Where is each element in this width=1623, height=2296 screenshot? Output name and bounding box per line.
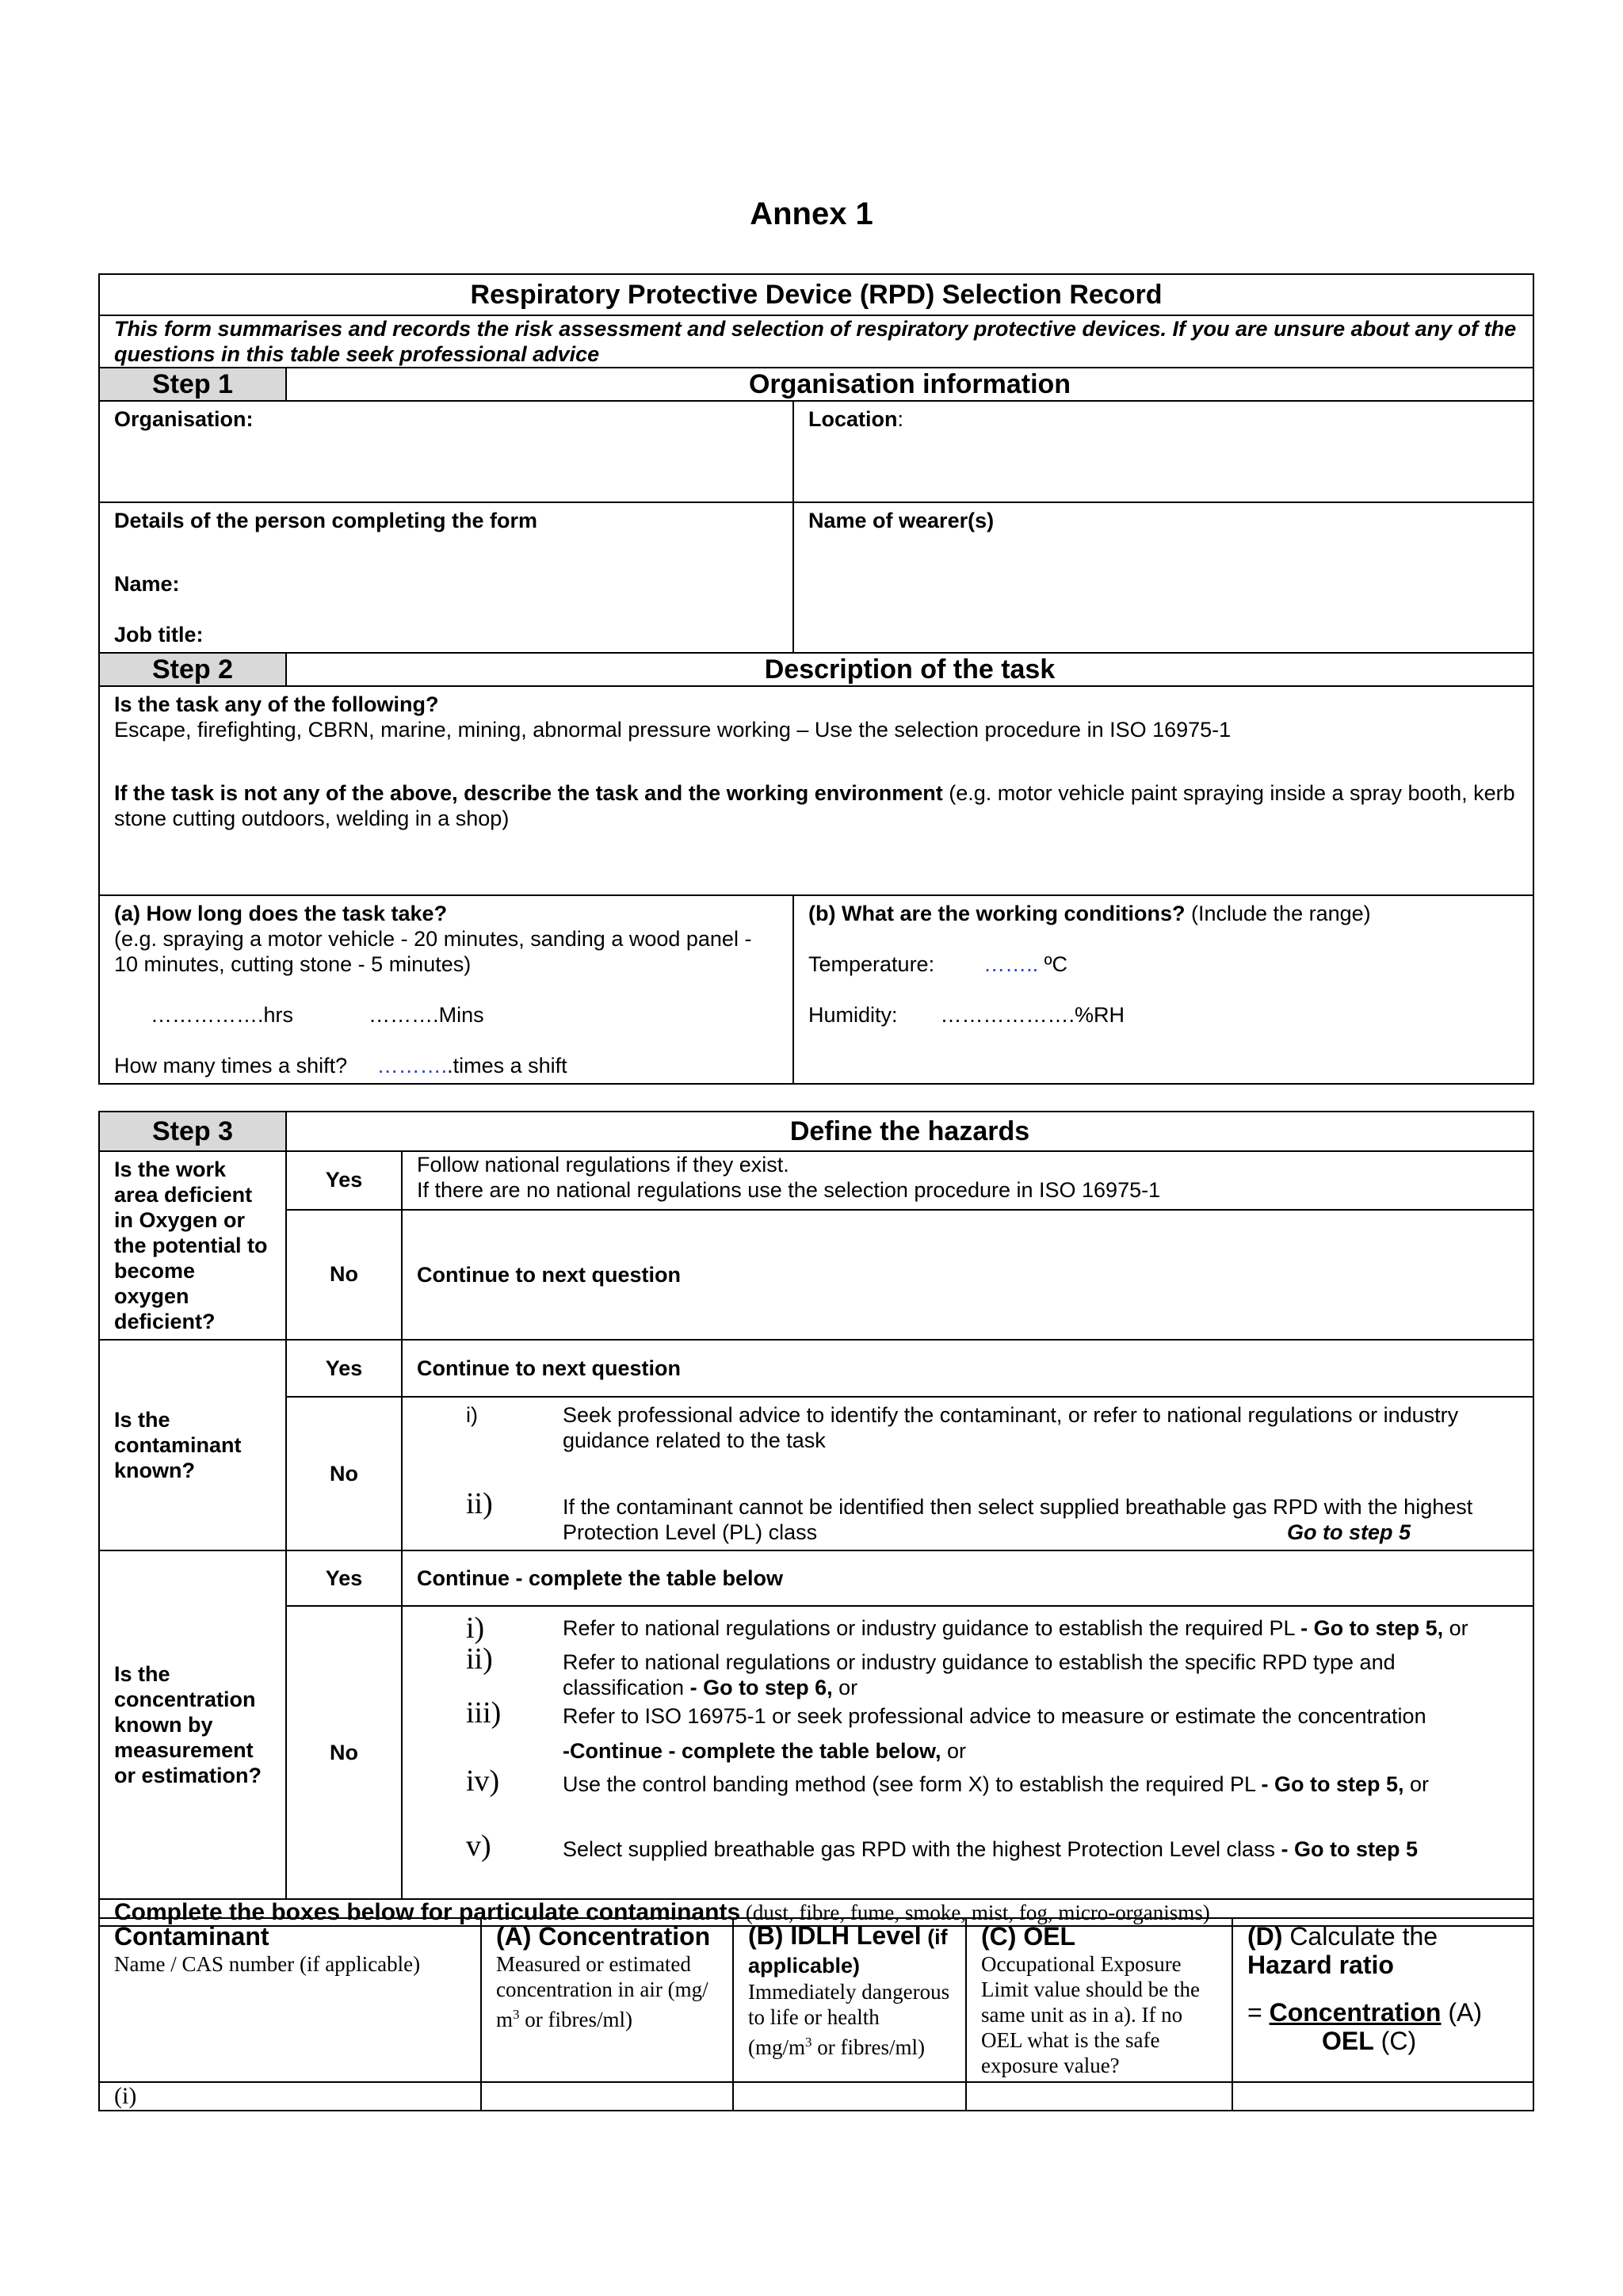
idlh-col-sub1: Immediately dangerous to life or health — [748, 1980, 950, 2029]
task-duration-example: (e.g. spraying a motor vehicle - 20 minutes, sanding a wood panel - 10 minutes, cutting stone - 5 minutes) — [114, 927, 752, 976]
contaminant-yes: Yes — [286, 1340, 402, 1397]
form-title: Respiratory Protective Device (RPD) Selection Record — [99, 274, 1533, 315]
task-duration-question: (a) How long does the task take? — [114, 902, 448, 925]
conc-no-iv-num: iv) — [466, 1764, 500, 1798]
cont-no-ii-num: ii) — [466, 1487, 493, 1520]
working-conditions-question: (b) What are the working conditions? — [808, 902, 1186, 925]
particulate-heading-examples: (dust, fibre, fume, smoke, mist, fog, micro-organisms) — [740, 1901, 1210, 1924]
cont-no-ii-goto: Go to step 5 — [1286, 1520, 1411, 1544]
row-i-idlh[interactable] — [733, 2082, 966, 2111]
concentration-no-action — [402, 1606, 1533, 1899]
humidity-dots[interactable]: ………………. — [940, 1003, 1075, 1027]
contaminant-question: Is the contaminant known? — [99, 1340, 286, 1550]
hrs-dots[interactable]: ……………. — [151, 1003, 264, 1027]
row-i-label: (i) — [114, 2083, 137, 2109]
idlh-col-if: (if applicable) — [748, 1925, 948, 1978]
conc-no-v-num: v) — [466, 1829, 491, 1863]
hazard-col-d: (D) — [1247, 1922, 1283, 1951]
cont-no-i-text: Seek professional advice to identify the contaminant, or refer to national regulations or industry guidance related to the task — [563, 1403, 1459, 1452]
humidity-unit: %RH — [1075, 1003, 1125, 1027]
hazard-col-eq: = — [1247, 1998, 1270, 2027]
conc-no-ii-text: Refer to national regulations or industry guidance to establish the specific RPD type and classification — [563, 1650, 1396, 1699]
times-shift-suffix: .times a shift — [447, 1054, 567, 1077]
organisation-field[interactable] — [99, 401, 793, 502]
mins-dots[interactable]: ………. — [369, 1003, 439, 1027]
conc-no-ii-or: or — [832, 1676, 858, 1699]
step1-title: Organisation information — [286, 368, 1533, 401]
conc-no-v-goto: - Go to step 5 — [1281, 1837, 1419, 1861]
person-completing-field[interactable] — [99, 502, 793, 653]
step2-label: Step 2 — [99, 653, 286, 686]
concentration-no: No — [286, 1606, 402, 1899]
idlh-col-header — [733, 1918, 966, 2082]
hazard-ratio-col-header — [1232, 1918, 1533, 2082]
concentration-yes-action: Continue - complete the table below — [402, 1550, 1533, 1606]
oxygen-question: Is the work area deficient in Oxygen or the potential to become oxygen deficient? — [99, 1151, 286, 1340]
oxygen-no: No — [286, 1210, 402, 1340]
job-title-label: Job title: — [114, 623, 204, 646]
conc-no-iv-or: or — [1403, 1772, 1430, 1796]
rpd-selection-form — [98, 273, 1534, 1085]
wearer-label: Name of wearer(s) — [808, 509, 995, 532]
conc-no-iii-continue: -Continue - complete the table below, — [563, 1739, 941, 1763]
hazard-col-a: (A) — [1441, 1998, 1483, 2027]
concentration-col-title: (A) Concentration — [496, 1922, 711, 1951]
organisation-label: Organisation: — [114, 407, 254, 431]
oxygen-yes-action — [402, 1151, 1533, 1210]
working-conditions-field[interactable] — [793, 895, 1533, 1084]
hazard-col-oel: OEL — [1322, 2027, 1374, 2055]
mins-label: Mins — [438, 1003, 484, 1027]
contaminant-col-title: Contaminant — [114, 1922, 269, 1951]
concentration-question: Is the concentration known by measurement or estimation? — [99, 1550, 286, 1899]
concentration-yes: Yes — [286, 1550, 402, 1606]
contaminant-no: No — [286, 1397, 402, 1550]
oel-col-title: (C) OEL — [981, 1922, 1076, 1951]
hazard-col-c: (C) — [1373, 2027, 1417, 2055]
hrs-label: hrs — [263, 1003, 294, 1027]
conc-no-i-goto: - Go to step 5, — [1300, 1616, 1444, 1640]
conc-no-iii-num: iii) — [466, 1696, 502, 1730]
idlh-col-title: (B) IDLH Level — [748, 1921, 922, 1950]
step3-table — [98, 1111, 1534, 1927]
contaminant-no-action — [402, 1397, 1533, 1550]
idlh-col-sub3: or fibres/ml) — [812, 2035, 925, 2059]
idlh-col-sub2: (mg/m — [748, 2035, 805, 2059]
describe-task-label: If the task is not any of the above, describe the task and the working environment — [114, 781, 943, 805]
oxygen-no-action: Continue to next question — [402, 1210, 1533, 1340]
row-i-hazard-ratio[interactable] — [1232, 2082, 1533, 2111]
temperature-unit: ºC — [1038, 952, 1067, 976]
conc-no-ii-num: ii) — [466, 1642, 493, 1676]
working-conditions-note: (Include the range) — [1185, 902, 1371, 925]
conc-no-i-or: or — [1443, 1616, 1468, 1640]
contaminant-col-header — [99, 1918, 481, 2082]
conc-no-iii-text: Refer to ISO 16975-1 or seek professional advice to measure or estimate the concentration — [563, 1704, 1426, 1728]
form-intro: This form summarises and records the risk assessment and selection of respiratory protective devices. If you are unsure about any of the questions in this table seek professional advice — [99, 315, 1533, 368]
particulate-heading-bold: Complete the boxes below for particulate contaminants — [114, 1899, 741, 1925]
hazard-col-title: Calculate the — [1282, 1922, 1438, 1951]
step1-label: Step 1 — [99, 368, 286, 401]
conc-no-ii-goto: - Go to step 6, — [689, 1676, 833, 1699]
conc-no-iv-goto: - Go to step 5, — [1261, 1772, 1404, 1796]
task-description-field[interactable] — [99, 686, 1533, 895]
hazard-col-concentration: Concentration — [1269, 1998, 1442, 2027]
location-colon: : — [897, 407, 904, 431]
cont-no-i-num: i) — [466, 1403, 478, 1427]
conc-no-iii-or: or — [941, 1739, 967, 1763]
concentration-col-header — [481, 1918, 733, 2082]
idlh-col-sup: 3 — [805, 2035, 812, 2050]
concentration-col-sub1: Measured or estimated concentration in air (mg/ m — [496, 1952, 708, 2031]
times-shift-label: How many times a shift? — [114, 1054, 348, 1077]
oxygen-yes-line1: Follow national regulations if they exist. — [417, 1153, 789, 1177]
location-field[interactable] — [793, 401, 1533, 502]
oel-col-sub: Occupational Exposure Limit value should be the same unit as in a). If no OEL what is the safe exposure value? — [981, 1952, 1200, 2077]
cont-no-ii-text: If the contaminant cannot be identified then select supplied breathable gas RPD with the highest Protection Level (PL) class — [563, 1495, 1473, 1544]
person-details-label: Details of the person completing the form — [114, 509, 538, 532]
name-label: Name: — [114, 572, 180, 596]
times-shift-dots[interactable]: ………. — [376, 1054, 448, 1077]
escape-line: Escape, firefighting, CBRN, marine, mining, abnormal pressure working – Use the selection procedure in ISO 16975-1 — [114, 718, 1232, 742]
describe-task-examples: (e.g. motor vehicle paint spraying inside a spray booth, kerb stone cutting outdoors, welding in a shop) — [114, 781, 1515, 830]
annex-title: Annex 1 — [750, 196, 873, 231]
step2-title: Description of the task — [286, 653, 1533, 686]
conc-no-v-text: Select supplied breathable gas RPD with the highest Protection Level class — [563, 1837, 1281, 1861]
row-i-contaminant[interactable] — [99, 2082, 481, 2111]
wearer-field[interactable] — [793, 502, 1533, 653]
humidity-label: Humidity: — [808, 1003, 898, 1027]
contaminant-yes-action: Continue to next question — [402, 1340, 1533, 1397]
oel-col-header — [966, 1918, 1232, 2082]
oxygen-yes-line2: If there are no national regulations use the selection procedure in ISO 16975-1 — [417, 1178, 1161, 1202]
step3-label: Step 3 — [99, 1112, 286, 1151]
conc-no-i-text: Refer to national regulations or industry guidance to establish the required PL — [563, 1616, 1301, 1640]
row-i-oel[interactable] — [966, 2082, 1232, 2111]
step3-title: Define the hazards — [286, 1112, 1533, 1151]
conc-no-i-num: i) — [466, 1611, 485, 1645]
conc-no-iv-text: Use the control banding method (see form X) to establish the required PL — [563, 1772, 1262, 1796]
temperature-label: Temperature: — [808, 952, 935, 976]
task-duration-field[interactable] — [99, 895, 793, 1084]
particulate-table — [98, 1917, 1534, 2111]
concentration-col-sub2: or fibres/ml) — [519, 2008, 632, 2031]
oxygen-yes: Yes — [286, 1151, 402, 1210]
location-label: Location — [808, 407, 898, 431]
task-question: Is the task any of the following? — [114, 692, 439, 716]
concentration-col-sup: 3 — [513, 2007, 520, 2022]
contaminant-col-sub: Name / CAS number (if applicable) — [114, 1952, 421, 1976]
temperature-dots[interactable]: …….. — [983, 952, 1039, 976]
row-i-concentration[interactable] — [481, 2082, 733, 2111]
hazard-col-hazard: Hazard ratio — [1247, 1951, 1394, 1979]
